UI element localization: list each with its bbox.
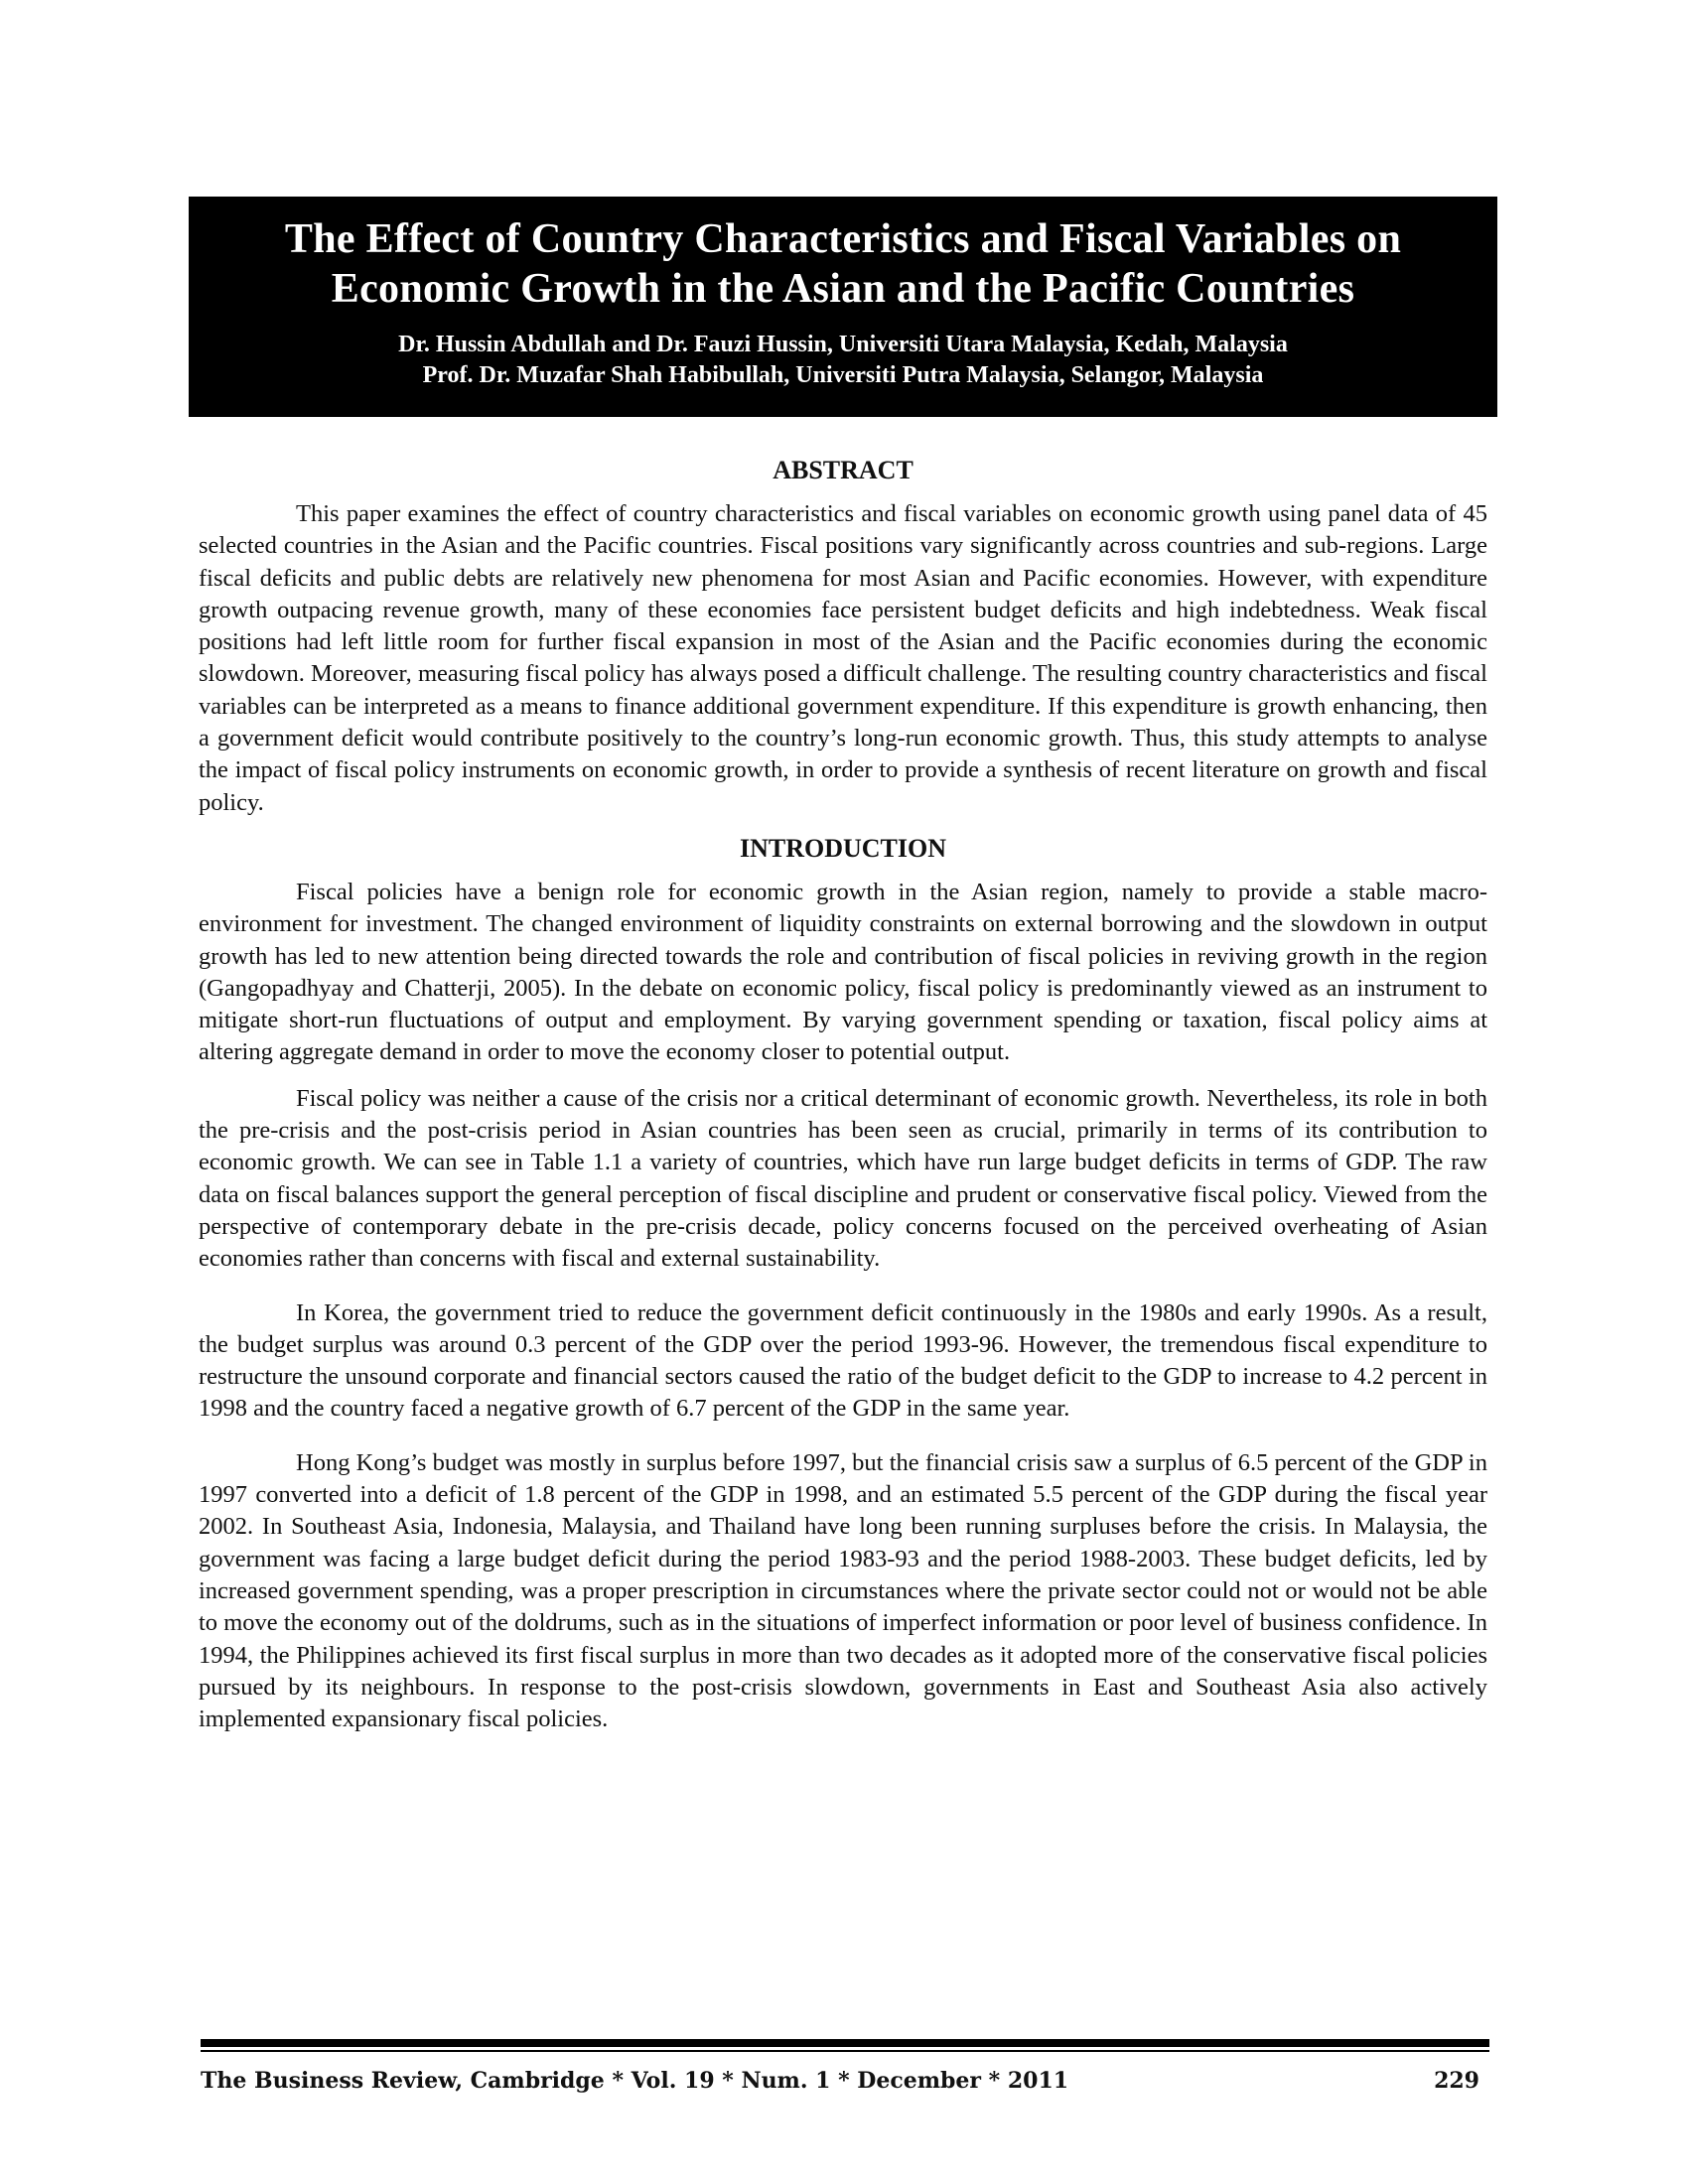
page-footer: [201, 2039, 1489, 2094]
footer-rule-thin: [201, 2050, 1489, 2052]
title-banner: [189, 197, 1497, 417]
abstract-text: This paper examines the effect of country characteristics and fiscal variables on economic growth using panel data of 45 selected countries in the Asian and the Pacific countries. Fiscal positions vary significantly across countries and sub-regions. Large fiscal deficits and public debts are relatively new phenomena for most Asian and Pacific economies. However, with expenditure growth outpacing revenue growth, many of these economies face persistent budget deficits and high indebtedness. Weak fiscal positions had left little room for further fiscal expansion in most of the Asian and the Pacific economies during the economic slowdown. Moreover, measuring fiscal policy has always posed a difficult challenge. The resulting country characteristics and fiscal variables can be interpreted as a means to finance additional government expenditure. If this expenditure is growth enhancing, then a government deficit would contribute positively to the country’s long-run economic growth. Thus, this study attempts to analyse the impact of fiscal policy instruments on economic growth, in order to provide a synthesis of recent literature on growth and fiscal policy.: [199, 500, 1487, 816]
abstract-heading: ABSTRACT: [773, 456, 914, 484]
footer-rule-thick: [201, 2039, 1489, 2047]
intro-paragraph-2: Fiscal policy was neither a cause of the crisis nor a critical determinant of economic growth. Nevertheless, its role in both the pre-crisis and the post-crisis period in Asian countries has been seen as crucial, primarily in terms of its contribution to economic growth. We can see in Table 1.1 a variety of countries, which have run large budget deficits in terms of GDP. The raw data on fiscal balances support the general perception of fiscal discipline and prudent or conservative fiscal policy. Viewed from the perspective of contemporary debate in the pre-crisis decade, policy concerns focused on the perceived overheating of Asian economies rather than concerns with fiscal and external sustainability.: [199, 1084, 1487, 1273]
intro-paragraph-1: Fiscal policies have a benign role for economic growth in the Asian region, namely to provide a stable macro-environment for investment. The changed environment of liquidity constraints on external borrowing and the slowdown in output growth has led to new attention being directed towards the role and contribution of fiscal policies in reviving growth in the region (Gangopadhyay and Chatterji, 2005). In the debate on economic policy, fiscal policy is predominantly viewed as an instrument to mitigate short-run fluctuations of output and employment. By varying government spending or taxation, fiscal policy aims at altering aggregate demand in order to move the economy closer to potential output.: [199, 878, 1487, 1066]
paper-title-line-1: The Effect of Country Characteristics and Fiscal Variables on: [284, 216, 1402, 262]
introduction-heading: INTRODUCTION: [739, 833, 947, 863]
author-line-1: Dr. Hussin Abdullah and Dr. Fauzi Hussin, Universiti Utara Malaysia, Kedah, Malaysia: [398, 332, 1288, 357]
author-line-2: Prof. Dr. Muzafar Shah Habibullah, Universiti Putra Malaysia, Selangor, Malaysia: [422, 362, 1264, 388]
article-body: [199, 455, 1487, 1735]
intro-paragraph-4: Hong Kong’s budget was mostly in surplus before 1997, but the financial crisis saw a surplus of 6.5 percent of the GDP in 1997 converted into a deficit of 1.8 percent of the GDP in 1998, and an estimated 5.5 percent of the GDP during the fiscal year 2002. In Southeast Asia, Indonesia, Malaysia, and Thailand have long been running surpluses before the crisis. In Malaysia, the government was facing a large budget deficit during the period 1983-93 and the period 1988-2003. These budget deficits, led by increased government spending, was a proper prescription in circumstances where the private sector could not or would not be able to move the economy out of the doldrums, such as in the situations of imperfect information or poor level of business confidence. In 1994, the Philippines achieved its first fiscal surplus in more than two decades as it adopted more of the conservative fiscal policies pursued by its neighbours. In response to the post-crisis slowdown, governments in East and Southeast Asia also actively implemented expansionary fiscal policies.: [199, 1448, 1487, 1733]
paper-title-line-2: Economic Growth in the Asian and the Pacific Countries: [331, 266, 1355, 312]
page-number: 229: [1434, 2068, 1479, 2094]
intro-paragraph-3: In Korea, the government tried to reduce the government deficit continuously in the 1980s and early 1990s. As a result, the budget surplus was around 0.3 percent of the GDP over the period 1993-96. However, the tremendous fiscal expenditure to restructure the unsound corporate and financial sectors caused the ratio of the budget deficit to the GDP to increase to 4.2 percent in 1998 and the country faced a negative growth of 6.7 percent of the GDP in the same year.: [199, 1298, 1487, 1423]
footer-row: [201, 2068, 1489, 2094]
author-affiliations: [189, 330, 1497, 391]
journal-citation: The Business Review, Cambridge * Vol. 19 * Num. 1 * December * 2011: [201, 2068, 1069, 2094]
